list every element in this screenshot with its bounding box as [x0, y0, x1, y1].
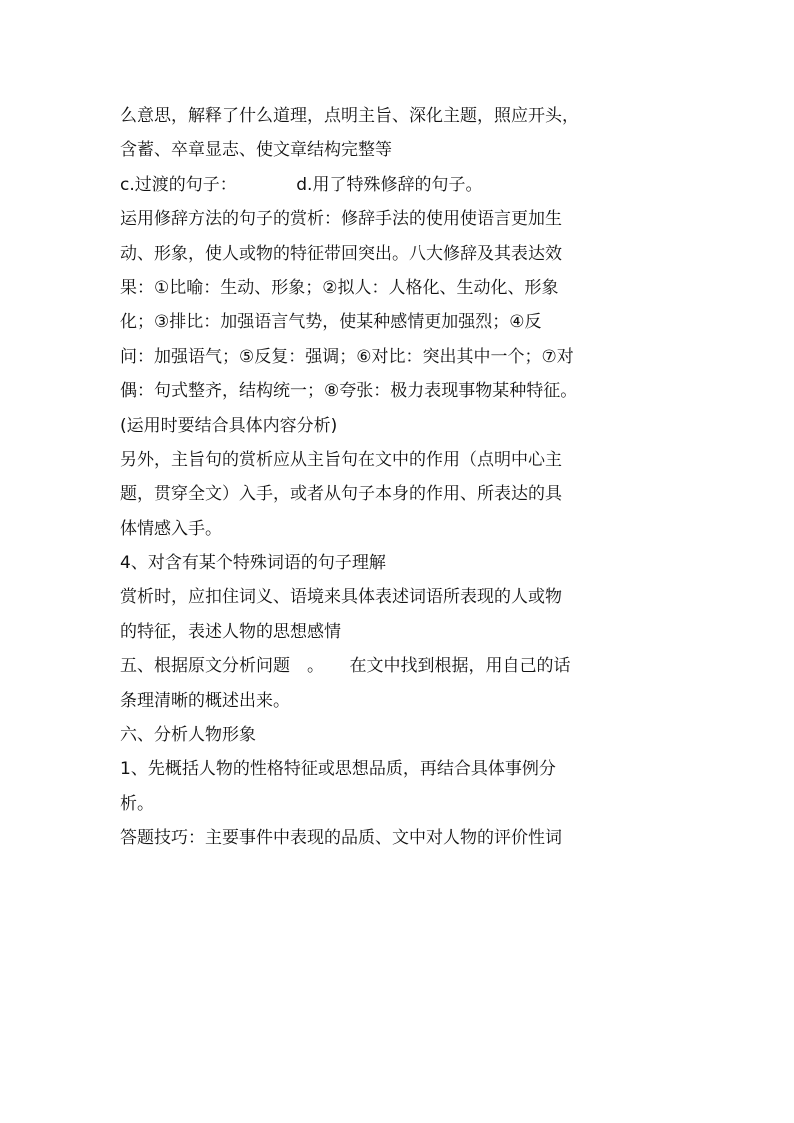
text-line-5: 动、形象，使人或物的特征带回突出。八大修辞及其表达效 — [120, 243, 562, 264]
text-line-16: 的特征，表述人物的思想感情 — [120, 621, 341, 642]
text-line-2: 含蓄、卒章显志、使文章结构完整等 — [120, 140, 392, 161]
text-line-4: 运用修辞方法的句子的赏析：修辞手法的使用使语言更加生 — [120, 209, 562, 230]
text-line-21: 析。 — [120, 793, 154, 814]
text-line-1: 么意思，解释了什么道理，点明主旨、深化主题，照应开头， — [120, 106, 579, 126]
text-line-3: c.过渡的句子： d.用了特殊修辞的句子。 — [120, 174, 483, 195]
text-line-12: 题，贯穿全文）入手，或者从句子本身的作用、所表达的具 — [120, 484, 562, 505]
text-line-19: 六、分析人物形象 — [120, 725, 256, 746]
text-line-9: 偶：句式整齐，结构统一；⑧夸张：极力表现事物某种特征。 — [120, 381, 578, 402]
text-line-11: 另外，主旨句的赏析应从主旨句在文中的作用（点明中心主 — [120, 449, 562, 470]
text-line-7: 化；③排比：加强语言气势，使某种感情更加强烈；④反 — [120, 312, 542, 333]
text-line-14: 4、对含有某个特殊词语的句子理解 — [120, 553, 386, 574]
text-line-20: 1、先概括人物的性格特征或思想品质，再结合具体事例分 — [120, 759, 556, 780]
text-line-17: 五、根据原文分析问题 。 在文中找到根据，用自己的话 — [120, 656, 571, 677]
text-line-18: 条理清晰的概述出来。 — [120, 690, 290, 711]
text-line-10: (运用时要结合具体内容分析) — [120, 415, 338, 436]
text-line-13: 体情感入手。 — [120, 518, 222, 539]
text-line-15: 赏析时，应扣住词义、语境来具体表述词语所表现的人或物 — [120, 587, 562, 608]
text-line-8: 问：加强语气；⑤反复：强调；⑥对比：突出其中一个；⑦对 — [120, 346, 574, 367]
text-line-22: 答题技巧：主要事件中表现的品质、文中对人物的评价性词 — [120, 828, 562, 849]
text-line-6: 果：①比喻：生动、形象；②拟人：人格化、生动化、形象 — [120, 277, 559, 298]
document-body — [120, 99, 680, 856]
